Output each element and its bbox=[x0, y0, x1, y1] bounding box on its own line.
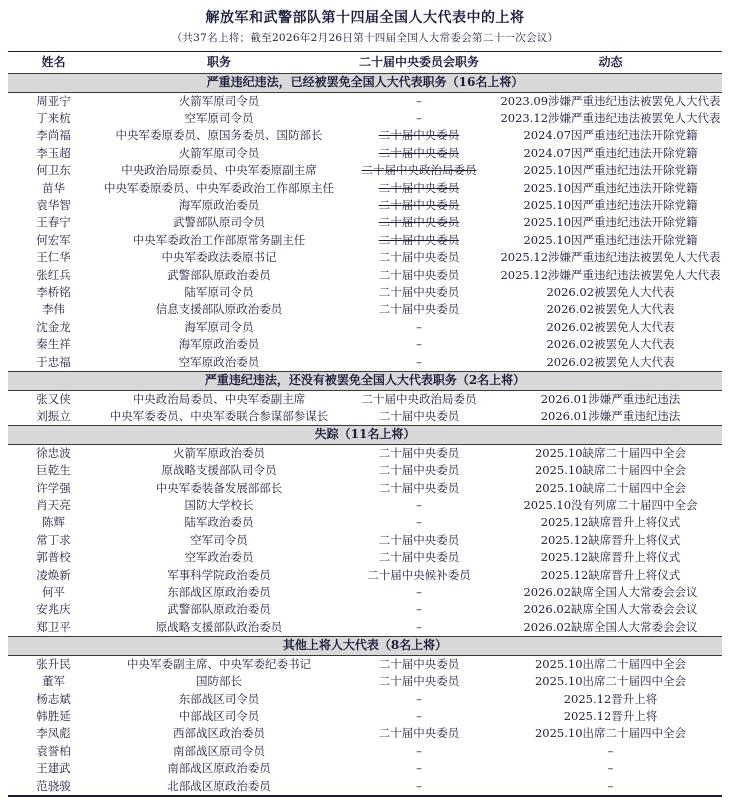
column-header: 二十届中央委员会职务 bbox=[339, 52, 499, 74]
name-cell: 李桥铭 bbox=[36, 284, 71, 299]
committee-cell: 二十届中央政治局委员 bbox=[361, 391, 477, 406]
name-cell: 王仁华 bbox=[36, 250, 71, 265]
committee-cell: – bbox=[416, 93, 422, 108]
name-cell: 许学强 bbox=[36, 480, 71, 495]
committee-cell: 二十届中央委员 bbox=[378, 532, 460, 547]
status-cell: 2026.02被罢免人大代表 bbox=[546, 284, 675, 299]
name-cell: 范骁骏 bbox=[8, 778, 99, 796]
committee-cell: 二十届中央委员 bbox=[378, 656, 460, 671]
position-cell: 原战略支援部队政治委员 bbox=[155, 619, 283, 634]
status-cell: 2025.10出席二十届四中全会 bbox=[534, 656, 687, 671]
section-header-row bbox=[8, 426, 722, 445]
position-cell: 陆军政治委员 bbox=[184, 515, 254, 530]
table-row bbox=[8, 267, 722, 284]
position-cell: 国防大学校长 bbox=[184, 498, 254, 513]
committee-cell: – bbox=[416, 602, 422, 617]
position-cell: 武警部队原政治委员 bbox=[167, 602, 271, 617]
committee-cell: – bbox=[416, 515, 422, 530]
status-cell: 2025.12缺席晋升上将仪式 bbox=[540, 532, 681, 547]
status-cell: 2025.10因严重违纪违法开除党籍 bbox=[523, 180, 698, 195]
table-row bbox=[8, 127, 722, 144]
position-cell: 海军原政治委员 bbox=[178, 197, 260, 212]
table-row bbox=[8, 284, 722, 301]
position-cell: 空军政治委员 bbox=[184, 550, 254, 565]
position-cell: 南部战区原司令员 bbox=[173, 743, 265, 758]
committee-cell: 二十届中央委员 bbox=[378, 267, 460, 282]
status-cell: – bbox=[607, 761, 614, 776]
position-cell: 中央军委副主席、中央军委纪委书记 bbox=[127, 656, 311, 671]
position-cell: 军事科学院政治委员 bbox=[167, 567, 271, 582]
committee-cell: – bbox=[416, 498, 422, 513]
table-row bbox=[8, 462, 722, 479]
section-header-row bbox=[8, 74, 722, 93]
table-row bbox=[8, 708, 722, 725]
committee-cell: – bbox=[416, 319, 422, 334]
name-cell: 苗华 bbox=[42, 180, 65, 195]
table-row bbox=[8, 444, 722, 462]
table-row bbox=[8, 532, 722, 549]
committee-cell: 二十届中央委员 bbox=[378, 145, 460, 160]
table-row bbox=[8, 497, 722, 514]
table-row bbox=[8, 760, 722, 777]
committee-cell: – bbox=[416, 110, 422, 125]
section-header-label: 其他上将人大代表（8名上将） bbox=[8, 637, 722, 656]
committee-cell: – bbox=[339, 778, 499, 796]
table-row bbox=[8, 408, 722, 426]
status-cell: 2026.01涉嫌严重违纪违法 bbox=[540, 391, 681, 406]
status-cell: 2026.02缺席全国人大常委会会议 bbox=[523, 602, 698, 617]
committee-cell: – bbox=[416, 585, 422, 600]
position-cell: 东部战区司令员 bbox=[178, 691, 260, 706]
status-cell: 2025.10缺席二十届四中全会 bbox=[534, 463, 687, 478]
committee-cell: – bbox=[416, 691, 422, 706]
table-row bbox=[8, 584, 722, 601]
table-row bbox=[8, 549, 722, 566]
name-cell: 王春宁 bbox=[36, 215, 71, 230]
position-cell: 中部战区司令员 bbox=[178, 709, 260, 723]
table-row bbox=[8, 691, 722, 708]
status-cell: 2025.10因严重违纪违法开除党籍 bbox=[523, 163, 698, 178]
committee-cell: 二十届中央委员 bbox=[378, 480, 460, 495]
status-cell: 2025.10出席二十届四中全会 bbox=[534, 674, 687, 689]
table-row bbox=[8, 319, 722, 336]
column-header: 动态 bbox=[499, 52, 722, 74]
committee-cell: 二十届中央委员 bbox=[378, 232, 460, 247]
status-cell: – bbox=[499, 778, 722, 796]
name-cell: 何宏军 bbox=[36, 232, 71, 247]
committee-cell: 二十届中央政治局委员 bbox=[361, 163, 477, 178]
position-cell: 原战略支援部队司令员 bbox=[161, 463, 277, 478]
table-row bbox=[8, 249, 722, 266]
table-row bbox=[8, 92, 722, 110]
status-cell: 2026.02被罢免人大代表 bbox=[546, 337, 675, 352]
table-row bbox=[8, 110, 722, 127]
status-cell: 2025.10出席二十届四中全会 bbox=[534, 726, 687, 741]
table-row bbox=[8, 162, 722, 179]
status-cell: 2025.10缺席二十届四中全会 bbox=[534, 445, 687, 460]
position-cell: 西部战区政治委员 bbox=[173, 726, 265, 741]
table-row bbox=[8, 601, 722, 618]
table-row bbox=[8, 778, 722, 796]
table-header-row bbox=[8, 52, 722, 74]
committee-cell: 二十届中央委员 bbox=[378, 408, 460, 423]
committee-cell: 二十届中央委员 bbox=[378, 180, 460, 195]
position-cell: 火箭军原司令员 bbox=[178, 93, 260, 108]
committee-cell: – bbox=[416, 761, 422, 776]
page-subtitle: （共37名上将；截至2026年2月26日第十四届全国人大常委会第二十一次会议） bbox=[171, 32, 559, 44]
name-cell: 李凤彪 bbox=[36, 726, 71, 741]
status-cell: – bbox=[607, 743, 614, 758]
name-cell: 郭普校 bbox=[36, 550, 71, 565]
status-cell: 2025.12涉嫌严重违纪违法被罢免人大代表 bbox=[500, 267, 721, 282]
position-cell: 陆军原司令员 bbox=[184, 284, 254, 299]
name-cell: 杨志斌 bbox=[36, 691, 71, 706]
committee-cell: 二十届中央委员 bbox=[378, 284, 460, 299]
name-cell: 郑卫平 bbox=[36, 619, 71, 634]
section-header-label: 严重违纪违法，还没有被罢免全国人大代表职务（2名上将） bbox=[8, 372, 722, 391]
name-cell: 袁誉柏 bbox=[36, 743, 71, 758]
table-row bbox=[8, 480, 722, 497]
table-row bbox=[8, 619, 722, 637]
position-cell: 东部战区原政治委员 bbox=[167, 585, 271, 600]
committee-cell: 二十届中央委员 bbox=[378, 726, 460, 741]
name-cell: 沈金龙 bbox=[36, 319, 71, 334]
name-cell: 董军 bbox=[42, 674, 65, 689]
status-cell: 2023.09涉嫌严重违纪违法被罢免人大代表 bbox=[500, 93, 721, 108]
name-cell: 李玉超 bbox=[36, 145, 71, 160]
position-cell: 武警部队原司令员 bbox=[173, 215, 265, 230]
position-cell: 火箭军原司令员 bbox=[178, 145, 260, 160]
position-cell: 中央军委装备发展部部长 bbox=[155, 480, 283, 495]
status-cell: 2025.12涉嫌严重违纪违法被罢免人大代表 bbox=[500, 250, 721, 265]
table-row bbox=[8, 145, 722, 162]
position-cell: 中央军委委员、中央军委联合参谋部参谋长 bbox=[109, 408, 329, 423]
name-cell: 李伟 bbox=[42, 302, 65, 317]
column-header: 姓名 bbox=[8, 52, 99, 74]
table-row bbox=[8, 232, 722, 249]
position-cell: 空军司令员 bbox=[190, 532, 248, 547]
committee-cell: – bbox=[416, 619, 422, 634]
status-cell: 2026.02被罢免人大代表 bbox=[546, 319, 675, 334]
generals-table bbox=[8, 51, 722, 797]
position-cell: 中央军委政法委原书记 bbox=[161, 250, 277, 265]
position-cell: 中央政治局委员、中央军委副主席 bbox=[132, 391, 306, 406]
table-row bbox=[8, 197, 722, 214]
status-cell: 2025.10因严重违纪违法开除党籍 bbox=[523, 215, 698, 230]
column-header: 职务 bbox=[99, 52, 339, 74]
table-row bbox=[8, 390, 722, 408]
status-cell: 2025.10没有列席二十届四中全会 bbox=[523, 498, 698, 513]
name-cell: 凌焕新 bbox=[36, 567, 71, 582]
section-header-row bbox=[8, 372, 722, 391]
committee-cell: 二十届中央委员 bbox=[378, 445, 460, 460]
position-cell: 海军原司令员 bbox=[184, 319, 254, 334]
committee-cell: 二十届中央候补委员 bbox=[367, 567, 471, 582]
name-cell: 刘振立 bbox=[36, 408, 71, 423]
section-header-label: 严重违纪违法，已经被罢免全国人大代表职务（16名上将） bbox=[8, 74, 722, 93]
status-cell: 2025.12晋升上将 bbox=[563, 709, 658, 723]
table-row bbox=[8, 336, 722, 353]
committee-cell: 二十届中央委员 bbox=[378, 197, 460, 212]
committee-cell: 二十届中央委员 bbox=[378, 550, 460, 565]
committee-cell: 二十届中央委员 bbox=[378, 302, 460, 317]
table-row bbox=[8, 567, 722, 584]
position-cell: 中央军委政治工作部原常务副主任 bbox=[132, 232, 306, 247]
name-cell: 王建武 bbox=[36, 761, 71, 776]
name-cell: 安兆庆 bbox=[36, 602, 71, 617]
name-cell: 韩胜延 bbox=[36, 709, 71, 723]
committee-cell: 二十届中央委员 bbox=[378, 674, 460, 689]
position-cell: 空军原司令员 bbox=[184, 110, 254, 125]
name-cell: 丁来杭 bbox=[36, 110, 71, 125]
name-cell: 张又侠 bbox=[36, 391, 71, 406]
name-cell: 巨乾生 bbox=[36, 463, 71, 478]
committee-cell: – bbox=[416, 709, 422, 723]
committee-cell: 二十届中央委员 bbox=[378, 463, 460, 478]
position-cell: 北部战区原政治委员 bbox=[99, 778, 339, 796]
position-cell: 海军原政治委员 bbox=[178, 337, 260, 352]
name-cell: 周亚宁 bbox=[36, 93, 71, 108]
status-cell: 2023.12涉嫌严重违纪违法被罢免人大代表 bbox=[500, 110, 721, 125]
status-cell: 2026.02被罢免人大代表 bbox=[546, 354, 675, 369]
status-cell: 2025.10缺席二十届四中全会 bbox=[534, 480, 687, 495]
name-cell: 常丁求 bbox=[36, 532, 71, 547]
name-cell: 何卫东 bbox=[36, 163, 71, 178]
section-header-label: 失踪（11名上将） bbox=[8, 426, 722, 445]
status-cell: 2025.12缺席晋升上将仪式 bbox=[540, 567, 681, 582]
name-cell: 陈辉 bbox=[42, 515, 65, 530]
status-cell: 2025.12缺席晋升上将仪式 bbox=[540, 550, 681, 565]
position-cell: 中央军委原委员、原国务委员、国防部长 bbox=[115, 128, 323, 143]
status-cell: 2025.12晋升上将 bbox=[563, 691, 658, 706]
name-cell: 张红兵 bbox=[36, 267, 71, 282]
committee-cell: – bbox=[416, 743, 422, 758]
page-title: 解放军和武警部队第十四届全国人大代表中的上将 bbox=[205, 10, 525, 26]
table-row bbox=[8, 180, 722, 197]
name-cell: 徐忠波 bbox=[36, 445, 71, 460]
table-row bbox=[8, 514, 722, 531]
position-cell: 火箭军原政治委员 bbox=[173, 445, 265, 460]
table-row bbox=[8, 725, 722, 742]
position-cell: 中央军委原委员、中央军委政治工作部原主任 bbox=[104, 180, 334, 195]
table-row bbox=[8, 743, 722, 760]
status-cell: 2024.07因严重违纪违法开除党籍 bbox=[523, 145, 698, 160]
position-cell: 武警部队原政治委员 bbox=[167, 267, 271, 282]
position-cell: 南部战区原政治委员 bbox=[167, 761, 271, 776]
position-cell: 空军原政治委员 bbox=[178, 354, 260, 369]
position-cell: 国防部长 bbox=[196, 674, 242, 689]
position-cell: 中央政治局原委员、中央军委原副主席 bbox=[121, 163, 317, 178]
committee-cell: 二十届中央委员 bbox=[378, 128, 460, 143]
table-row bbox=[8, 354, 722, 372]
name-cell: 秦生祥 bbox=[36, 337, 71, 352]
table-row bbox=[8, 214, 722, 231]
committee-cell: – bbox=[416, 354, 422, 369]
status-cell: 2025.10因严重违纪违法开除党籍 bbox=[523, 232, 698, 247]
status-cell: 2025.10因严重违纪违法开除党籍 bbox=[523, 197, 698, 212]
committee-cell: 二十届中央委员 bbox=[378, 250, 460, 265]
status-cell: 2026.02缺席全国人大常委会会议 bbox=[523, 619, 698, 634]
status-cell: 2025.12缺席晋升上将仪式 bbox=[540, 515, 681, 530]
status-cell: 2024.07因严重违纪违法开除党籍 bbox=[523, 128, 698, 143]
section-header-row bbox=[8, 637, 722, 656]
table-row bbox=[8, 655, 722, 673]
status-cell: 2026.02被罢免人大代表 bbox=[546, 302, 675, 317]
name-cell: 袁华智 bbox=[36, 197, 71, 212]
table-row bbox=[8, 673, 722, 690]
name-cell: 张升民 bbox=[36, 656, 71, 671]
status-cell: 2026.01涉嫌严重违纪违法 bbox=[540, 408, 681, 423]
table-row bbox=[8, 301, 722, 318]
name-cell: 肖天亮 bbox=[36, 498, 71, 513]
position-cell: 信息支援部队原政治委员 bbox=[155, 302, 283, 317]
status-cell: 2026.02缺席全国人大常委会会议 bbox=[523, 585, 698, 600]
name-cell: 李尚福 bbox=[36, 128, 71, 143]
name-cell: 何平 bbox=[42, 585, 65, 600]
name-cell: 于忠福 bbox=[36, 354, 71, 369]
committee-cell: – bbox=[416, 337, 422, 352]
committee-cell: 二十届中央委员 bbox=[378, 215, 460, 230]
